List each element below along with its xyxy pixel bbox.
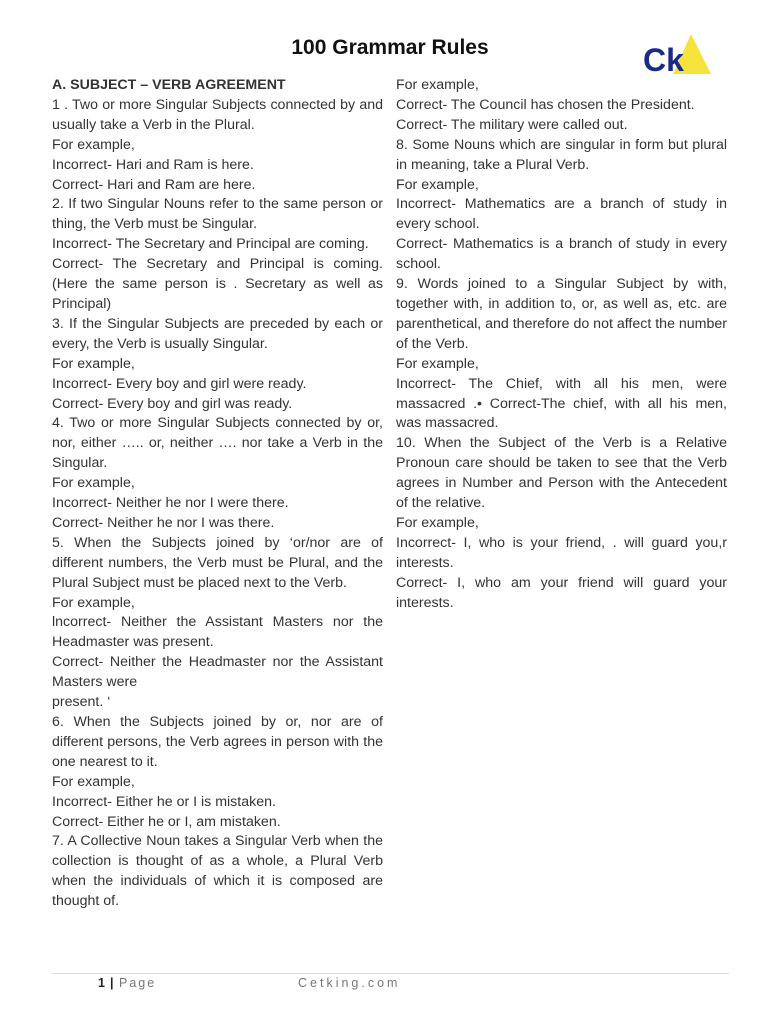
- left-column: [52, 76, 383, 912]
- paragraph: Incorrect- Neither he nor I were there.: [52, 495, 289, 512]
- paragraph: 8. Some Nouns which are singular in form but plural in meaning, take a Plural Verb.: [396, 136, 727, 173]
- paragraph: Incorrect- I, who is your friend, . will guard you,r interests.: [396, 534, 727, 571]
- footer-divider: [52, 973, 729, 974]
- page-number: 1: [98, 976, 105, 990]
- paragraph: For example,: [52, 594, 135, 611]
- paragraph: 9. Words joined to a Singular Subject by with, together with, in addition to, or, as well as, etc. are parenthetical, and therefore do not affect the number of the Verb.: [396, 276, 728, 352]
- section-heading: A. SUBJECT – VERB AGREEMENT: [52, 77, 286, 93]
- paragraph: 10. When the Subject of the Verb is a Relative Pronoun care should be taken to see that the Verb agrees in Number and Person with the Antecedent of the relative.: [396, 435, 727, 512]
- paragraph: Correct- Either he or I, am mistaken.: [52, 813, 281, 830]
- paragraph: For example,: [396, 77, 479, 93]
- paragraph: Correct- Neither he nor I was there.: [52, 514, 275, 531]
- paragraph: Incorrect- The Secretary and Principal are coming.: [52, 236, 369, 253]
- paragraph: Correct- The Secretary and Principal is coming. (Here the same person is . Secretary as well as Principal): [52, 256, 383, 312]
- paragraph: Correct- The Council has chosen the President.: [396, 96, 695, 113]
- footer-site: Cetking.com: [298, 976, 401, 990]
- page-title: 100 Grammar Rules: [291, 36, 489, 59]
- paragraph: 5. When the Subjects joined by ‘or/nor are of different numbers, the Verb must be Plural, and the Plural Subject must be placed next to the Verb.: [52, 534, 383, 591]
- paragraph: 6. When the Subjects joined by or, nor are of different persons, the Verb agrees in person with the one nearest to it.: [52, 714, 383, 770]
- paragraph: 2. If two Singular Nouns refer to the same person or thing, the Verb must be Singular.: [52, 196, 383, 233]
- page-separator: |: [110, 976, 114, 990]
- paragraph: For example,: [52, 136, 135, 153]
- paragraph: Correct- Neither the Headmaster nor the Assistant Masters were: [52, 654, 383, 691]
- right-column: [396, 76, 727, 613]
- page-label: Page: [119, 976, 157, 990]
- paragraph: Incorrect- Mathematics are a branch of study in every school.: [396, 196, 727, 233]
- paragraph: For example,: [396, 355, 479, 372]
- paragraph: For example,: [52, 475, 135, 492]
- paragraph: Incorrect- Every boy and girl were ready.: [52, 375, 307, 392]
- logo-text: Ck: [643, 42, 684, 78]
- paragraph: For example,: [396, 514, 479, 531]
- paragraph: lncorrect- Neither the Assistant Masters nor the Headmaster was present.: [52, 614, 383, 651]
- paragraph: Incorrect- Hari and Ram is here.: [52, 156, 254, 173]
- paragraph: 7. A Collective Noun takes a Singular Verb when the collection is thought of as a whole, a Plural Verb when the individuals of which it is composed are thought of.: [52, 833, 383, 910]
- paragraph: For example,: [52, 773, 135, 790]
- paragraph: 3. If the Singular Subjects are preceded by each or every, the Verb is usually Singular.: [52, 315, 383, 352]
- paragraph: Incorrect- Either he or I is mistaken.: [52, 793, 276, 810]
- paragraph: Correct- I, who am your friend will guard your interests.: [396, 574, 727, 611]
- paragraph: Correct- Hari and Ram are here.: [52, 176, 256, 193]
- paragraph: Incorrect- The Chief, with all his men, were massacred .• Correct-The chief, with all his men, was massacred.: [396, 375, 727, 432]
- paragraph: 1 . Two or more Singular Subjects connected by and usually take a Verb in the Plural.: [52, 96, 383, 133]
- paragraph: Correct- Mathematics is a branch of study in every school.: [396, 236, 727, 273]
- paragraph: 4. Two or more Singular Subjects connected by or, nor, either ….. or, neither …. nor take a Verb in the Singular.: [52, 415, 383, 472]
- cetking-logo: [641, 30, 713, 78]
- paragraph: For example,: [396, 176, 479, 193]
- paragraph: present. ‘: [52, 694, 111, 711]
- paragraph: For example,: [52, 355, 135, 372]
- paragraph: Correct- Every boy and girl was ready.: [52, 395, 293, 412]
- paragraph: Correct- The military were called out.: [396, 116, 628, 133]
